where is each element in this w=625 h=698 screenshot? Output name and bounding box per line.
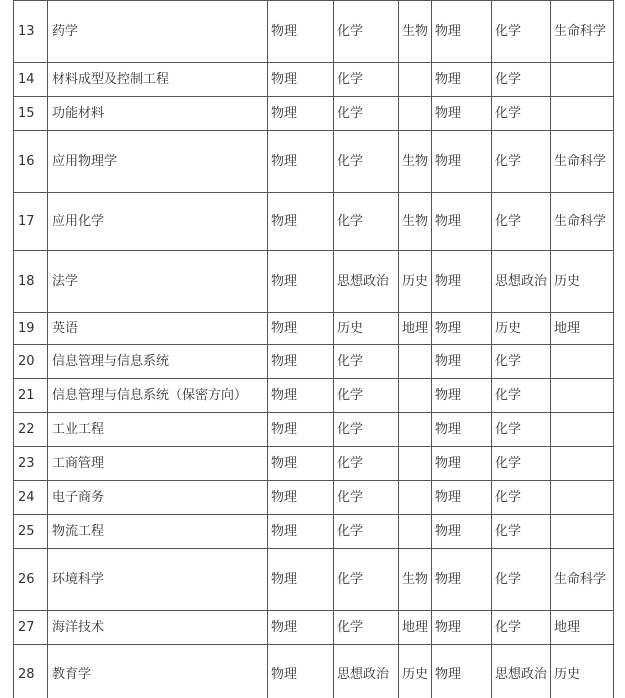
subject-cell: 生命科学 xyxy=(551,131,614,193)
subject-cell: 物理 xyxy=(432,611,492,645)
subject-cell: 物理 xyxy=(432,481,492,515)
subject-cell: 物理 xyxy=(268,481,334,515)
table-row xyxy=(14,379,614,413)
subject-cell: 物理 xyxy=(268,313,334,345)
row-number-cell: 24 xyxy=(14,481,48,515)
subject-cell: 物理 xyxy=(432,549,492,611)
subject-cell: 化学 xyxy=(492,63,551,97)
table-row xyxy=(14,251,614,313)
subject-cell: 化学 xyxy=(334,97,399,131)
table-row xyxy=(14,313,614,345)
subject-cell: 化学 xyxy=(492,447,551,481)
major-name-cell: 信息管理与信息系统（保密方向） xyxy=(48,379,268,413)
major-name-cell: 材料成型及控制工程 xyxy=(48,63,268,97)
subject-cell: 物理 xyxy=(432,97,492,131)
subject-cell: 生物 xyxy=(399,549,432,611)
subject-cell xyxy=(551,345,614,379)
subject-cell: 物理 xyxy=(432,131,492,193)
major-name-cell: 英语 xyxy=(48,313,268,345)
row-number-cell: 22 xyxy=(14,413,48,447)
table-row xyxy=(14,131,614,193)
subject-cell xyxy=(399,447,432,481)
subject-cell: 化学 xyxy=(334,447,399,481)
subject-cell xyxy=(399,481,432,515)
subject-cell: 物理 xyxy=(268,645,334,698)
row-number-cell: 21 xyxy=(14,379,48,413)
table-row xyxy=(14,515,614,549)
subject-cell: 历史 xyxy=(551,251,614,313)
subject-cell xyxy=(551,481,614,515)
subject-cell: 物理 xyxy=(432,251,492,313)
major-name-cell: 应用化学 xyxy=(48,193,268,251)
subject-cell: 化学 xyxy=(492,611,551,645)
table-row xyxy=(14,63,614,97)
subject-cell: 化学 xyxy=(334,611,399,645)
table-row xyxy=(14,97,614,131)
row-number-cell: 25 xyxy=(14,515,48,549)
major-name-cell: 药学 xyxy=(48,1,268,63)
subject-cell: 物理 xyxy=(268,251,334,313)
table-body xyxy=(14,1,614,698)
table-row xyxy=(14,549,614,611)
subject-cell: 化学 xyxy=(492,413,551,447)
row-number-cell: 23 xyxy=(14,447,48,481)
subject-cell: 化学 xyxy=(334,345,399,379)
row-number-cell: 16 xyxy=(14,131,48,193)
subject-cell: 化学 xyxy=(492,1,551,63)
subject-cell: 历史 xyxy=(399,251,432,313)
subject-cell: 思想政治 xyxy=(334,645,399,698)
subject-cell: 化学 xyxy=(334,549,399,611)
subject-cell: 生物 xyxy=(399,193,432,251)
subject-cell xyxy=(551,413,614,447)
subject-cell: 历史 xyxy=(399,645,432,698)
subject-cell: 思想政治 xyxy=(492,251,551,313)
subject-cell: 物理 xyxy=(432,193,492,251)
subject-cell: 化学 xyxy=(334,379,399,413)
subject-cell: 地理 xyxy=(551,313,614,345)
major-name-cell: 工商管理 xyxy=(48,447,268,481)
subject-cell: 物理 xyxy=(432,1,492,63)
major-name-cell: 电子商务 xyxy=(48,481,268,515)
subject-cell: 化学 xyxy=(334,131,399,193)
subject-cell: 物理 xyxy=(268,549,334,611)
subject-cell: 物理 xyxy=(268,1,334,63)
subject-cell: 化学 xyxy=(492,481,551,515)
subject-cell: 化学 xyxy=(492,549,551,611)
row-number-cell: 18 xyxy=(14,251,48,313)
row-number-cell: 14 xyxy=(14,63,48,97)
subject-cell: 历史 xyxy=(334,313,399,345)
subject-cell: 历史 xyxy=(551,645,614,698)
major-name-cell: 环境科学 xyxy=(48,549,268,611)
subject-cell: 物理 xyxy=(432,379,492,413)
subject-cell: 化学 xyxy=(334,63,399,97)
subject-cell: 化学 xyxy=(334,1,399,63)
subject-cell: 物理 xyxy=(268,611,334,645)
table-row xyxy=(14,1,614,63)
subject-cell: 物理 xyxy=(268,97,334,131)
row-number-cell: 15 xyxy=(14,97,48,131)
subject-cell: 化学 xyxy=(492,345,551,379)
subject-cell xyxy=(399,97,432,131)
row-number-cell: 17 xyxy=(14,193,48,251)
subject-cell: 地理 xyxy=(399,313,432,345)
subject-cell: 生命科学 xyxy=(551,193,614,251)
row-number-cell: 28 xyxy=(14,645,48,698)
subject-cell: 物理 xyxy=(432,313,492,345)
subject-cell xyxy=(551,515,614,549)
row-number-cell: 20 xyxy=(14,345,48,379)
subject-cell: 物理 xyxy=(268,345,334,379)
major-name-cell: 法学 xyxy=(48,251,268,313)
major-name-cell: 功能材料 xyxy=(48,97,268,131)
subject-cell: 化学 xyxy=(492,193,551,251)
subject-cell: 物理 xyxy=(268,193,334,251)
subject-cell: 物理 xyxy=(432,63,492,97)
subject-cell: 化学 xyxy=(492,379,551,413)
subject-cell: 物理 xyxy=(432,413,492,447)
table-row xyxy=(14,481,614,515)
major-name-cell: 信息管理与信息系统 xyxy=(48,345,268,379)
subject-cell: 历史 xyxy=(492,313,551,345)
subject-cell: 物理 xyxy=(268,413,334,447)
table-row xyxy=(14,413,614,447)
subject-cell: 物理 xyxy=(432,515,492,549)
subject-cell xyxy=(399,515,432,549)
table-row xyxy=(14,345,614,379)
subject-cell xyxy=(399,63,432,97)
major-name-cell: 工业工程 xyxy=(48,413,268,447)
major-name-cell: 应用物理学 xyxy=(48,131,268,193)
subject-cell xyxy=(551,379,614,413)
major-name-cell: 教育学 xyxy=(48,645,268,698)
subject-cell: 物理 xyxy=(268,63,334,97)
major-name-cell: 海洋技术 xyxy=(48,611,268,645)
subject-cell: 化学 xyxy=(492,131,551,193)
subject-cell: 地理 xyxy=(551,611,614,645)
subject-cell: 物理 xyxy=(432,447,492,481)
major-name-cell: 物流工程 xyxy=(48,515,268,549)
table-row xyxy=(14,193,614,251)
subject-cell: 生命科学 xyxy=(551,549,614,611)
subject-cell: 化学 xyxy=(492,97,551,131)
subject-cell xyxy=(551,97,614,131)
subject-cell xyxy=(399,379,432,413)
subject-cell: 化学 xyxy=(334,193,399,251)
subject-cell xyxy=(551,447,614,481)
row-number-cell: 26 xyxy=(14,549,48,611)
subject-cell xyxy=(399,345,432,379)
subject-cell: 化学 xyxy=(492,515,551,549)
table-row xyxy=(14,447,614,481)
subject-cell: 地理 xyxy=(399,611,432,645)
table-row xyxy=(14,645,614,698)
subject-cell: 化学 xyxy=(334,515,399,549)
subject-cell: 化学 xyxy=(334,481,399,515)
subject-cell: 物理 xyxy=(268,447,334,481)
subject-cell: 物理 xyxy=(268,515,334,549)
row-number-cell: 19 xyxy=(14,313,48,345)
table-row xyxy=(14,611,614,645)
subject-cell: 物理 xyxy=(432,645,492,698)
subject-cell: 生物 xyxy=(399,131,432,193)
subject-cell: 思想政治 xyxy=(334,251,399,313)
subject-cell: 化学 xyxy=(334,413,399,447)
subject-cell xyxy=(551,63,614,97)
subject-cell xyxy=(399,413,432,447)
subject-cell: 生命科学 xyxy=(551,1,614,63)
subject-requirements-table xyxy=(13,0,614,698)
subject-cell: 物理 xyxy=(268,131,334,193)
subject-cell: 物理 xyxy=(268,379,334,413)
row-number-cell: 13 xyxy=(14,1,48,63)
subject-cell: 物理 xyxy=(432,345,492,379)
subject-cell: 生物 xyxy=(399,1,432,63)
row-number-cell: 27 xyxy=(14,611,48,645)
subject-cell: 思想政治 xyxy=(492,645,551,698)
